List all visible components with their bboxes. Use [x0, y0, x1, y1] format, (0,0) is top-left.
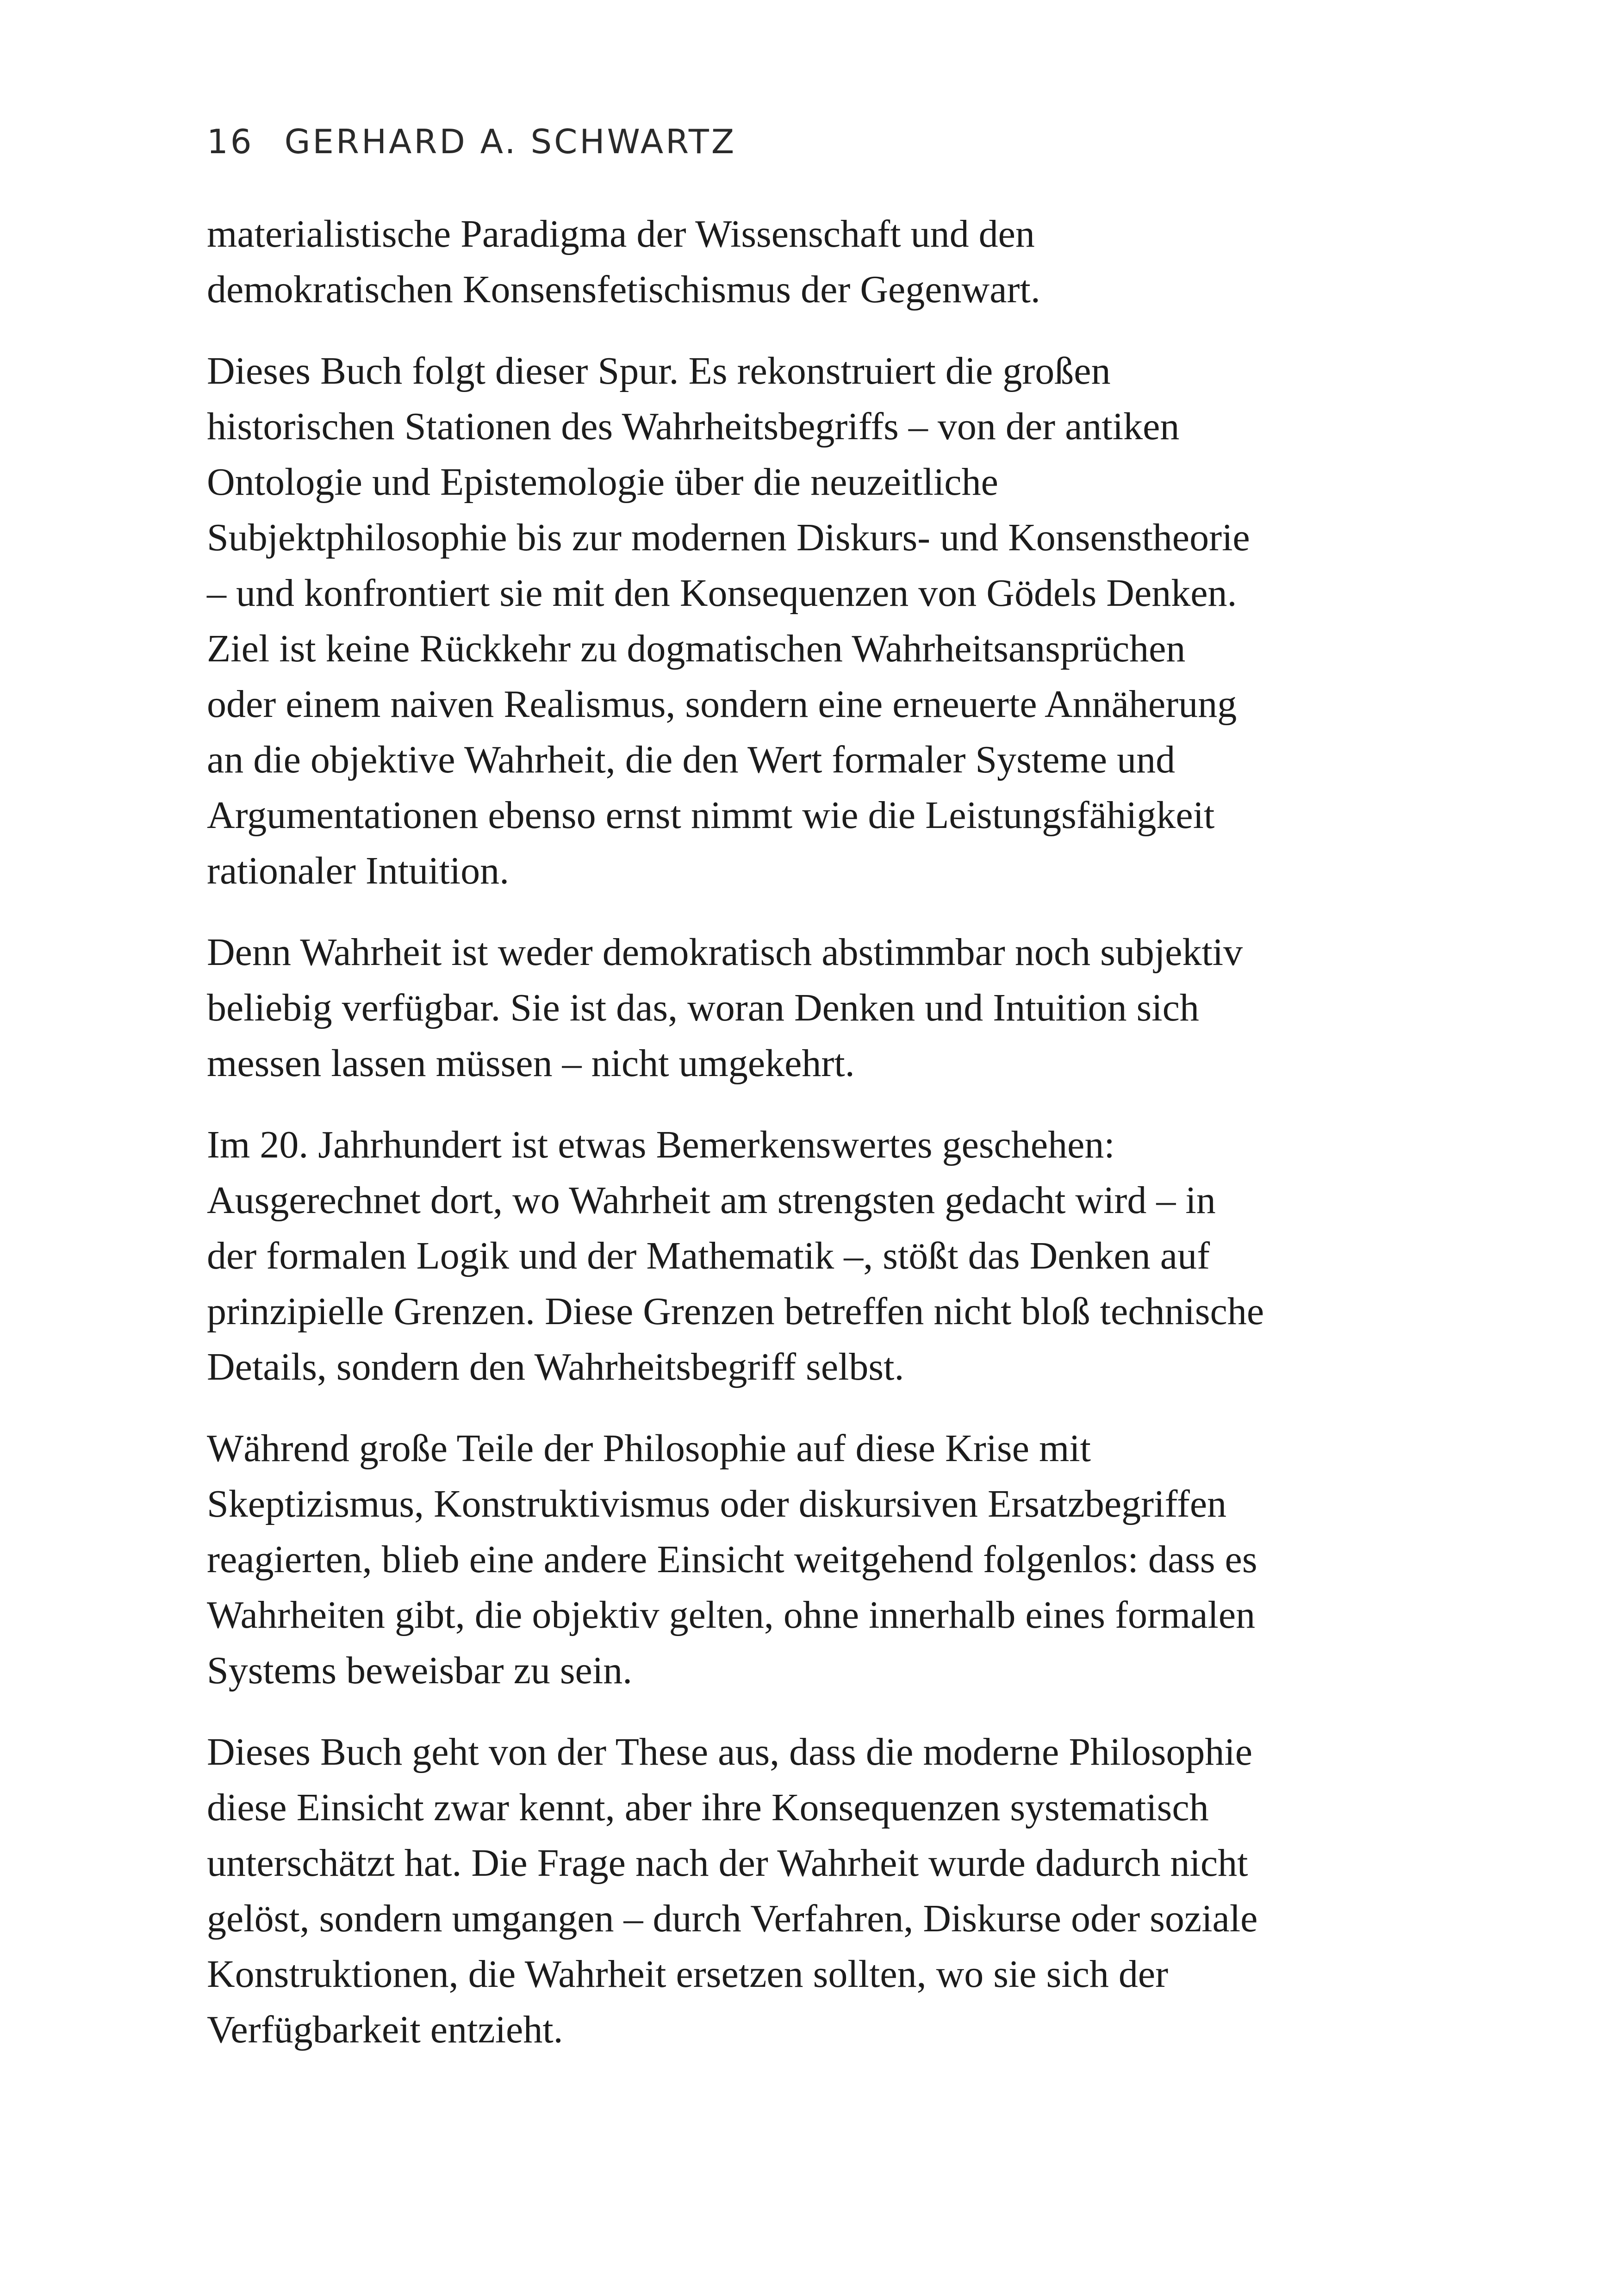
text-line: beliebig verfügbar. Sie ist das, woran Denken und Intuition sich — [207, 986, 1199, 1029]
text-line: Ausgerechnet dort, wo Wahrheit am strengsten gedacht wird – in — [207, 1179, 1216, 1222]
text-line: reagierten, blieb eine andere Einsicht weitgehend folgenlos: dass es — [207, 1538, 1257, 1581]
paragraph-3 — [207, 925, 1419, 1091]
text-line: prinzipielle Grenzen. Diese Grenzen betreffen nicht bloß technische — [207, 1290, 1264, 1333]
text-line: Ontologie und Epistemologie über die neuzeitliche — [207, 460, 998, 504]
text-line: diese Einsicht zwar kennt, aber ihre Konsequenzen systematisch — [207, 1786, 1209, 1829]
text-line: Ziel ist keine Rückkehr zu dogmatischen Wahrheitsansprüchen — [207, 627, 1186, 670]
text-line: unterschätzt hat. Die Frage nach der Wahrheit wurde dadurch nicht — [207, 1842, 1248, 1885]
running-head-author: GERHARD A. SCHWARTZ — [284, 122, 737, 161]
paragraph-1 — [207, 206, 1419, 317]
text-line: Dieses Buch geht von der These aus, dass die moderne Philosophie — [207, 1730, 1253, 1773]
paragraph-6 — [207, 1724, 1419, 2058]
text-line: historischen Stationen des Wahrheitsbegriffs – von der antiken — [207, 405, 1180, 448]
text-line: Wahrheiten gibt, die objektiv gelten, ohne innerhalb eines formalen — [207, 1593, 1256, 1636]
text-line: materialistische Paradigma der Wissenschaft und den — [207, 212, 1035, 255]
paragraph-5 — [207, 1421, 1419, 1699]
text-line: Dieses Buch folgt dieser Spur. Es rekonstruiert die großen — [207, 349, 1111, 392]
text-line: Skeptizismus, Konstruktivismus oder diskursiven Ersatzbegriffen — [207, 1482, 1227, 1525]
paragraph-2 — [207, 343, 1419, 899]
running-head — [207, 118, 736, 165]
text-line: Verfügbarkeit entzieht. — [207, 2008, 563, 2051]
text-line: rationaler Intuition. — [207, 849, 510, 892]
text-line: gelöst, sondern umgangen – durch Verfahren, Diskurse oder soziale — [207, 1897, 1258, 1940]
text-line: demokratischen Konsensfetischismus der Gegenwart. — [207, 268, 1040, 311]
text-line: messen lassen müssen – nicht umgekehrt. — [207, 1042, 855, 1085]
text-line: der formalen Logik und der Mathematik –, stößt das Denken auf — [207, 1234, 1210, 1277]
text-line: Subjektphilosophie bis zur modernen Diskurs- und Konsenstheorie — [207, 516, 1250, 559]
text-line: an die objektive Wahrheit, die den Wert formaler Systeme und — [207, 738, 1176, 781]
text-line: Im 20. Jahrhundert ist etwas Bemerkenswertes geschehen: — [207, 1123, 1115, 1166]
page-number: 16 — [207, 122, 254, 161]
text-line: Details, sondern den Wahrheitsbegriff selbst. — [207, 1345, 904, 1388]
text-line: Argumentationen ebenso ernst nimmt wie die Leistungsfähigkeit — [207, 794, 1215, 837]
body-text — [207, 206, 1419, 2058]
text-line: oder einem naiven Realismus, sondern eine erneuerte Annäherung — [207, 683, 1237, 726]
paragraph-4 — [207, 1117, 1419, 1395]
text-line: Während große Teile der Philosophie auf diese Krise mit — [207, 1427, 1091, 1470]
text-line: – und konfrontiert sie mit den Konsequenzen von Gödels Denken. — [207, 572, 1237, 615]
text-line: Denn Wahrheit ist weder demokratisch abstimmbar noch subjektiv — [207, 931, 1243, 974]
text-line: Konstruktionen, die Wahrheit ersetzen sollten, wo sie sich der — [207, 1953, 1169, 1996]
text-line: Systems beweisbar zu sein. — [207, 1649, 633, 1692]
